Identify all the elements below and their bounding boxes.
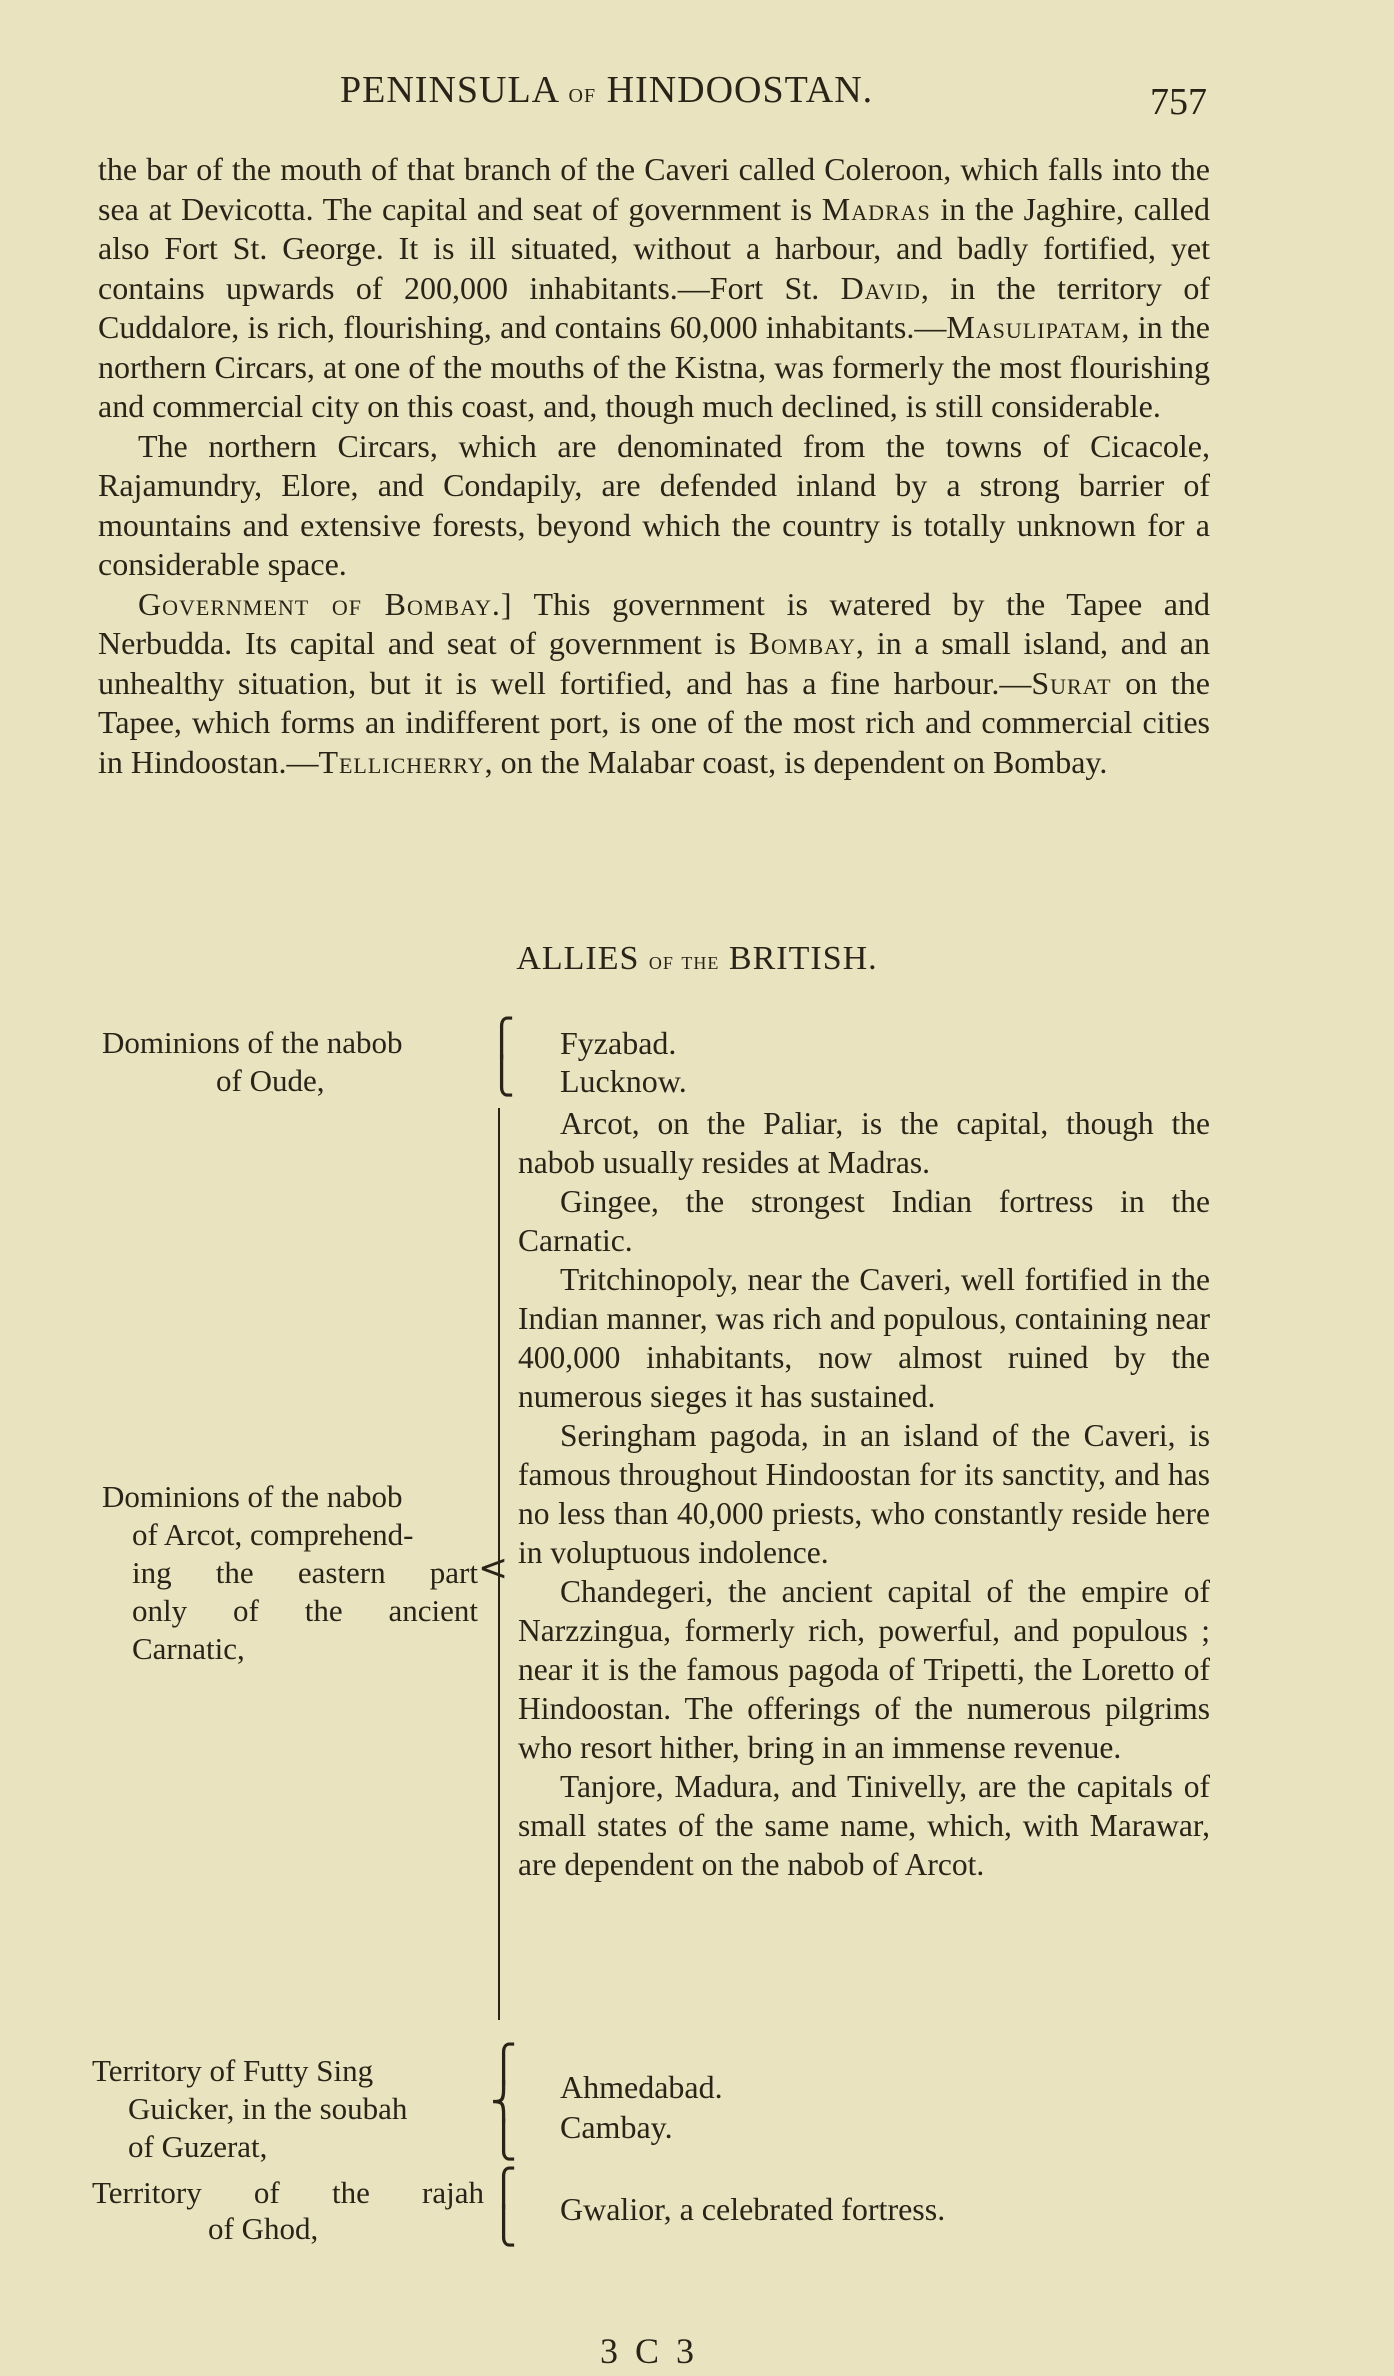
label-futty-line-1: Territory of Futty Sing xyxy=(92,2053,374,2088)
place-bombay: Bombay xyxy=(748,625,856,661)
allies-heading-of-the: of the xyxy=(648,946,720,975)
page-number: 757 xyxy=(1150,81,1207,123)
brace-top-icon: ⎧ xyxy=(490,2044,517,2085)
brace-top-icon: ⎧ xyxy=(488,1018,515,1059)
p3-text-4: , on the Malabar coast, is dependent on Bombay. xyxy=(484,743,1108,780)
label-arcot-line-4: only of the ancient xyxy=(132,1593,478,1628)
oude-city-1: Fyzabad. xyxy=(560,1025,677,1061)
place-tellicherry: Tellicherry xyxy=(318,743,485,780)
allies-heading-part-1: ALLIES xyxy=(516,940,640,977)
title-part-1: PENINSULA xyxy=(340,69,559,111)
label-futty-line-3: of Guzerat, xyxy=(128,2129,268,2164)
paragraph-circars: The northern Circars, which are denominated from the towns of Cicacole, Rajamundry, Elore, and Condapily, are defended inland by a strong barrier of mountains and extensive forests, beyond which the country is totally unknown for a considerable space. xyxy=(98,427,1210,582)
futty-city-1: Ahmedabad. xyxy=(560,2069,723,2105)
signature-mark: 3 C 3 xyxy=(600,2331,699,2371)
p1-text-1: the bar of the mouth of that branch of the Caveri called Coleroon, which falls into the sea at Devicotta. The capital and seat of government is xyxy=(98,151,1210,227)
section-government-bombay: Government of Bombay.] xyxy=(138,585,513,622)
arcot-brace-point-icon: < xyxy=(478,1548,509,1589)
brace-bottom-icon: ⎩ xyxy=(488,1056,515,1097)
label-arcot-line-1: Dominions of the nabob xyxy=(102,1479,403,1514)
arcot-entry: Gingee, the strongest Indian fortress in the Carnatic. xyxy=(518,1184,1210,1258)
brace-top-icon: ⎧ xyxy=(490,2168,517,2209)
allies-heading-part-2: BRITISH. xyxy=(728,940,878,977)
arcot-entry: Chandegeri, the ancient capital of the empire of Narzzingua, formerly rich, powerful, and populous ; near it is the famous pagoda of Tripetti, the Loretto of Hindoostan. The offerings of the numerous pilgrims who resort hither, bring in an immense revenue. xyxy=(518,1574,1210,1765)
arcot-entry: Seringham pagoda, in an island of the Caveri, is famous throughout Hindoostan for its sanctity, and has no less than 40,000 priests, who constantly reside here in voluptuous indolence. xyxy=(518,1418,1210,1570)
brace-middle-icon: ⎨ xyxy=(490,2082,517,2123)
p1-text-2: in the Jaghire, called also Fort St. George. It is ill situated, without a harbour, and badly fortified, yet contains upwards of 200,000 inhabitants.—Fort St. xyxy=(98,190,1211,306)
label-futty-line-2: Guicker, in the soubah xyxy=(128,2091,408,2126)
place-masulipatam: Masulipatam xyxy=(946,309,1122,345)
place-david: David xyxy=(840,269,921,306)
label-arcot-line-5: Carnatic, xyxy=(132,1631,245,1666)
ghod-city-1: Gwalior, a celebrated fortress. xyxy=(560,2191,946,2227)
label-oude-line-2: of Oude, xyxy=(216,1063,325,1098)
place-surat: Surat xyxy=(1031,664,1112,701)
p3-text-2: , in a small island, and an unhealthy situation, but it is well fortified, and has a fine harbour.— xyxy=(98,625,1211,701)
oude-city-2: Lucknow. xyxy=(560,1063,687,1099)
arcot-entries xyxy=(518,1104,1210,1884)
label-arcot-line-3: ing the eastern part xyxy=(132,1555,478,1590)
brace-bottom-icon: ⎩ xyxy=(490,2120,517,2161)
arcot-entry: Tritchinopoly, near the Caveri, well fortified in the Indian manner, was rich and populous, containing near 400,000 inhabitants, now almost ruined by the numerous sieges it has sustained. xyxy=(518,1262,1210,1414)
arcot-entry: Arcot, on the Paliar, is the capital, though the nabob usually resides at Madras. xyxy=(518,1106,1210,1180)
title-part-2: HINDOOSTAN. xyxy=(606,69,874,111)
label-arcot-line-2: of Arcot, comprehend- xyxy=(132,1517,414,1552)
p3-text-1: This government is watered by the Tapee and Nerbudda. Its capital and seat of government is xyxy=(98,585,1211,661)
p1-text-3: , in the territory of Cuddalore, is rich, flourishing, and contains 60,000 inhabitants.— xyxy=(98,269,1211,345)
futty-city-2: Cambay. xyxy=(560,2109,673,2145)
label-ghod-line-2: of Ghod, xyxy=(208,2211,319,2246)
p3-text-3: on the Tapee, which forms an indifferent port, is one of the most rich and commercial cities in Hindoostan.— xyxy=(98,664,1210,780)
title-of: of xyxy=(568,78,597,109)
brace-bottom-icon: ⎩ xyxy=(490,2206,517,2247)
place-madras: Madras xyxy=(821,190,931,227)
p1-text-4: , in the northern Circars, at one of the mouths of the Kistna, was formerly the most flourishing and commercial city on this coast, and, though much declined, is still considerable. xyxy=(98,309,1211,424)
arcot-entry: Tanjore, Madura, and Tinivelly, are the capitals of small states of the same name, which, with Marawar, are dependent on the nabob of Arcot. xyxy=(518,1769,1210,1882)
label-oude-line-1: Dominions of the nabob xyxy=(102,1025,403,1060)
label-ghod-line-1: Territory of the rajah xyxy=(92,2175,484,2210)
